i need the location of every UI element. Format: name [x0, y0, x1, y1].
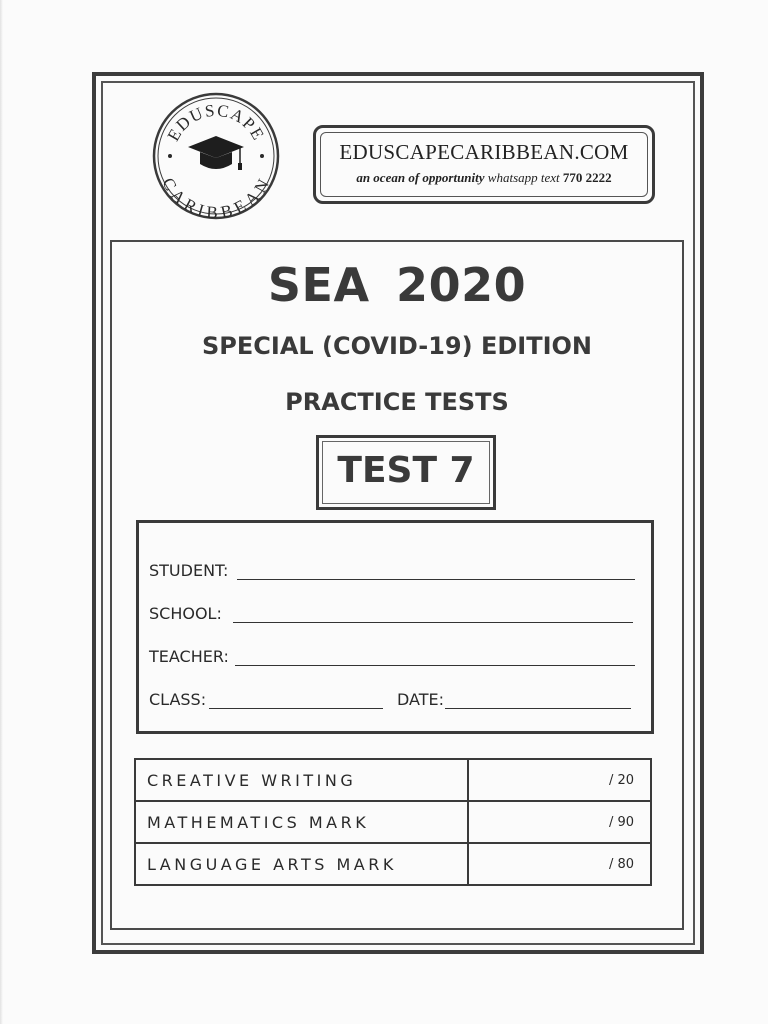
svg-text:CARIBBEAN: [158, 175, 273, 222]
website-tagline: [316, 170, 652, 186]
subject-mathematics: MATHEMATICS MARK: [135, 801, 468, 843]
logo-text-top: EDUSCAPE: [163, 100, 269, 145]
tagline-whatsapp: whatsapp text: [487, 170, 560, 185]
test-number-label: TEST 7: [337, 450, 475, 491]
score-mathematics[interactable]: / 90: [468, 801, 651, 843]
marks-row-creative-writing: [135, 759, 651, 801]
student-label: STUDENT:: [149, 561, 229, 580]
marks-row-mathematics: [135, 801, 651, 843]
paper-edge: [0, 0, 3, 1024]
logo-text-bottom: CARIBBEAN: [158, 174, 274, 222]
graduation-cap-icon: [188, 136, 244, 170]
class-label: CLASS:: [149, 690, 207, 709]
tagline-slogan: an ocean of opportunity: [356, 170, 485, 185]
page-title: SEA 2020: [267, 258, 527, 312]
school-label: SCHOOL:: [149, 604, 222, 623]
eduscape-logo-seal: [152, 90, 280, 222]
student-info-box: [136, 520, 654, 734]
marks-row-language-arts: [135, 843, 651, 885]
subject-creative-writing: CREATIVE WRITING: [135, 759, 468, 801]
website-url: EDUSCAPECARIBBEAN.COM: [339, 140, 629, 164]
date-label: DATE:: [397, 690, 445, 709]
edition-subtitle: SPECIAL (COVID-19) EDITION: [202, 332, 592, 360]
website-banner: [313, 125, 655, 204]
tagline-phone: 770 2222: [562, 170, 612, 185]
teacher-label: TEACHER:: [149, 647, 229, 666]
marks-table: [134, 758, 652, 886]
date-line[interactable]: [445, 708, 631, 709]
student-line[interactable]: [237, 579, 635, 580]
subject-language-arts: LANGUAGE ARTS MARK: [135, 843, 468, 885]
school-line[interactable]: [233, 622, 633, 623]
score-creative-writing[interactable]: / 20: [468, 759, 651, 801]
class-line[interactable]: [209, 708, 383, 709]
practice-tests-heading: PRACTICE TESTS: [285, 388, 509, 416]
score-language-arts[interactable]: / 80: [468, 843, 651, 885]
test-number-box: [316, 435, 496, 510]
teacher-line[interactable]: [235, 665, 635, 666]
